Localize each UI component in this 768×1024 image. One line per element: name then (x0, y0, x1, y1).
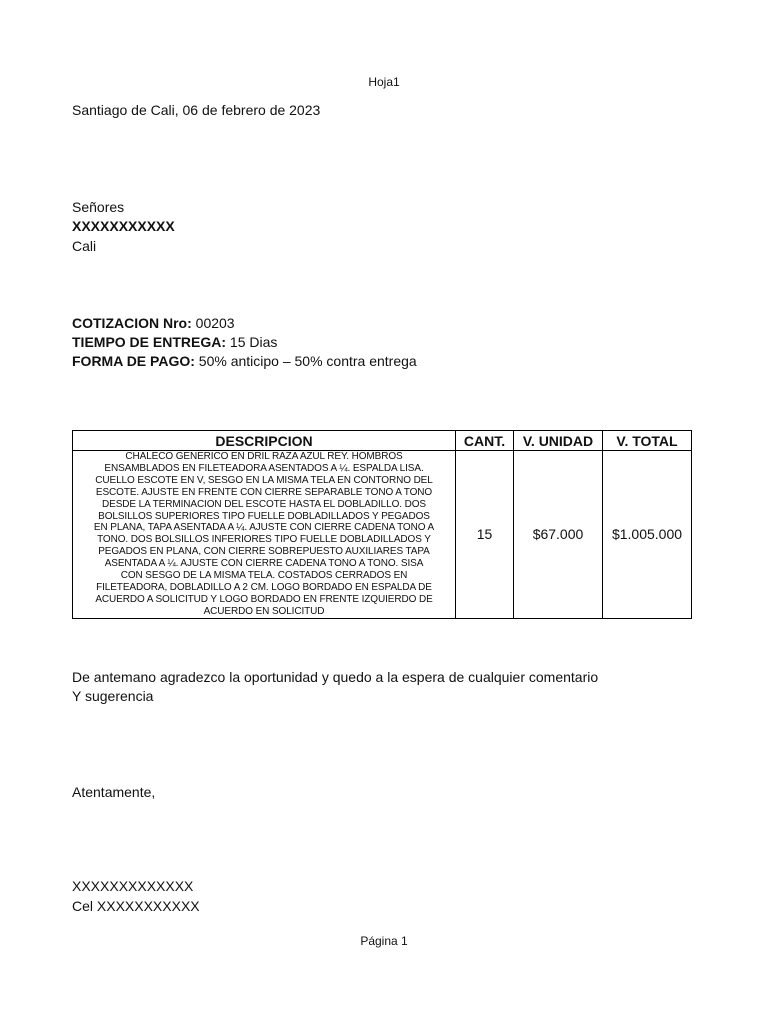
table-row (73, 451, 692, 619)
description-line: ENSAMBLADOS EN FILETEADORA ASENTADOS A ¼. ESPALDA LISA. (104, 462, 424, 474)
place-date: Santiago de Cali, 06 de febrero de 2023 (72, 102, 321, 118)
quote-table-header-row (73, 431, 692, 451)
recipient-city: Cali (72, 238, 97, 254)
description-line: ACUERDO EN SOLICITUD (203, 605, 325, 617)
closing-paragraph-line-2: Y sugerencia (72, 688, 154, 704)
column-header-unit-value: V. UNIDAD (514, 431, 603, 451)
description-line: CON SESGO DE LA MISMA TELA. COSTADOS CERRADOS EN (120, 570, 408, 582)
description-line: CUELLO ESCOTE EN V, SESGO EN LA MISMA TELA EN CONTORNO DEL (95, 474, 433, 486)
description-line: EN PLANA, TAPA ASENTADA A ¼. AJUSTE CON CIERRE CADENA TONO A (93, 522, 435, 534)
quote-table (72, 430, 692, 619)
delivery-time-value: 15 Dias (229, 334, 278, 350)
page-number: Página 1 (360, 934, 408, 948)
description-line: CHALECO GENERICO EN DRIL RAZA AZUL REY. HOMBROS (125, 451, 403, 462)
quote-number-label: COTIZACION Nro: (72, 315, 192, 331)
description-cell (73, 451, 456, 619)
total-value-cell: $1.005.000 (603, 451, 692, 619)
description-line: BOLSILLOS SUPERIORES TIPO FUELLE DOBLADILLADOS Y PEGADOS (98, 510, 430, 522)
description-line: PEGADOS EN PLANA, CON CIERRE SOBREPUESTO AUXILIARES TAPA (98, 546, 430, 558)
sheet-header-title: Hoja1 (368, 75, 400, 89)
column-header-total-value: V. TOTAL (603, 431, 692, 451)
payment-method-label: FORMA DE PAGO: (72, 353, 195, 369)
description-line: ESCOTE. AJUSTE EN FRENTE CON CIERRE SEPARABLE TONO A TONO (95, 486, 433, 498)
delivery-time-label: TIEMPO DE ENTREGA: (72, 334, 227, 350)
recipient-name: XXXXXXXXXXX (72, 218, 175, 234)
closing-paragraph-line-1: De antemano agradezco la oportunidad y quedo a la espera de cualquier comentario (72, 669, 599, 685)
unit-value-cell: $67.000 (514, 451, 603, 619)
sign-off: Atentamente, (72, 784, 156, 800)
column-header-description: DESCRIPCION (73, 431, 456, 451)
delivery-time-line (72, 333, 277, 352)
description-line: FILETEADORA, DOBLADILLO A 2 CM. LOGO BORDADO EN ESPALDA DE (96, 581, 432, 593)
salutation: Señores (72, 199, 125, 215)
description-line: DESDE LA TERMINACION DEL ESCOTE HASTA EL DOBLADILLO. DOS (102, 498, 426, 510)
payment-method-line (72, 352, 417, 371)
quantity-cell: 15 (456, 451, 514, 619)
quote-number-line (72, 314, 235, 333)
signer-name: XXXXXXXXXXXXX (72, 878, 194, 894)
description-line: ASENTADA A ¼. AJUSTE CON CIERRE CADENA TONO A TONO. SISA (104, 558, 424, 570)
quote-number-value: 00203 (195, 315, 235, 331)
payment-method-value: 50% anticipo – 50% contra entrega (198, 353, 417, 369)
column-header-quantity: CANT. (456, 431, 514, 451)
description-line: ACUERDO A SOLICITUD Y LOGO BORDADO EN FRENTE IZQUIERDO DE (95, 593, 433, 605)
signer-phone: Cel XXXXXXXXXXX (72, 898, 200, 914)
description-line: TONO. DOS BOLSILLOS INFERIORES TIPO FUELLE DOBLADILLADOS Y (97, 534, 431, 546)
